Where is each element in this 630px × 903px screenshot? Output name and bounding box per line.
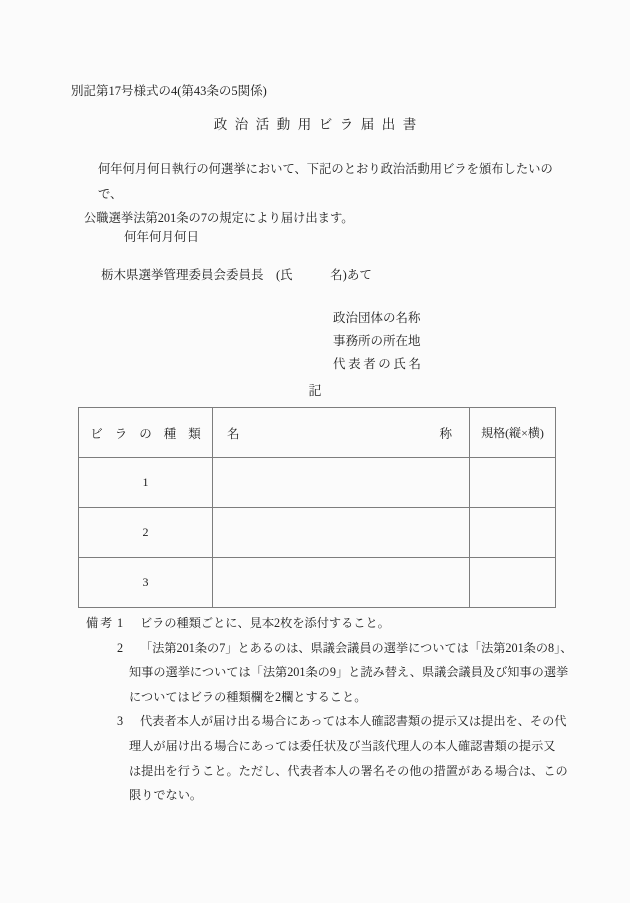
- table-row: [79, 458, 556, 508]
- leaflet-spec-cell: [470, 458, 556, 508]
- addressee-line: 栃木県選挙管理委員会委員長 (氏 名)あて: [101, 268, 372, 282]
- col-header-spec: 規格(縦×横): [470, 408, 556, 458]
- leaflet-spec-cell: [470, 558, 556, 608]
- table-row: [79, 508, 556, 558]
- remark-item-1-line-1: 1 ビラの種類ごとに、見本2枚を添付すること。: [117, 611, 630, 636]
- intro-line-1: 何年何月何日執行の何選挙において、下記のとおり政治活動用ビラを頒布したいので、: [98, 162, 553, 201]
- remark-item-3-line-2: 理人が届け出る場合にあっては委任状及び当該代理人の本人確認書類の提示又: [129, 738, 556, 753]
- col-header-name-left: 名: [227, 426, 240, 441]
- remarks-section: [0, 611, 630, 808]
- document-title-text: 政治活動用ビラ届出書: [213, 117, 424, 132]
- remark-item-3-line-3: は提出を行うこと。ただし、代表者本人の署名その他の措置がある場合は、この: [129, 763, 568, 778]
- form-reference: 別記第17号様式の4(第43条の5関係): [71, 84, 267, 98]
- remark-item-2-number: 2: [117, 640, 124, 655]
- leaflet-type-cell: 2: [79, 508, 213, 558]
- table-row: [79, 558, 556, 608]
- submission-date-line: 何年何月何日: [124, 230, 200, 244]
- remark-item-3-line-4: 限りでない。: [129, 788, 203, 803]
- col-header-name: [213, 408, 470, 458]
- intro-line-2: 公職選挙法第201条の7の規定により届け出ます。: [84, 211, 354, 225]
- remark-item-1-number: 1: [117, 616, 124, 630]
- remark-item-2-line-3: についてはビラの種類欄を2欄とすること。: [129, 689, 367, 704]
- leaflet-name-cell: [213, 458, 470, 508]
- intro-paragraph: [84, 157, 566, 231]
- col-header-name-right: 称: [439, 426, 452, 441]
- remarks-label: 備考: [86, 616, 115, 630]
- section-marker-ki: 記: [308, 383, 322, 398]
- leaflet-type-cell: 3: [79, 558, 213, 608]
- leaflet-table: [78, 407, 556, 608]
- leaflet-spec-cell: [470, 508, 556, 558]
- remark-item-2-line-2: 知事の選挙については「法第201条の9」と読み替え、県議会議員及び知事の選挙: [129, 665, 569, 680]
- organization-block: [333, 307, 424, 376]
- office-address-label: 事務所の所在地: [333, 334, 421, 348]
- leaflet-type-cell: 1: [79, 458, 213, 508]
- remark-item-2-line-1: 2 「法第201条の7」とあるのは、県議会議員の選挙については「法第201条の8」、: [117, 636, 630, 661]
- document-title: [0, 113, 630, 133]
- representative-name-label: 代表者の氏名: [333, 357, 424, 371]
- remark-item-3-line-1: 3 代表者本人が届け出る場合にあっては本人確認書類の提示又は提出を、その代: [117, 709, 630, 734]
- remark-item-3-number: 3: [117, 714, 124, 729]
- org-name-label: 政治団体の名称: [333, 311, 421, 325]
- table-header-row: [79, 408, 556, 458]
- leaflet-name-cell: [213, 508, 470, 558]
- leaflet-name-cell: [213, 558, 470, 608]
- col-header-leaflet-type: ビラの種類: [79, 408, 213, 458]
